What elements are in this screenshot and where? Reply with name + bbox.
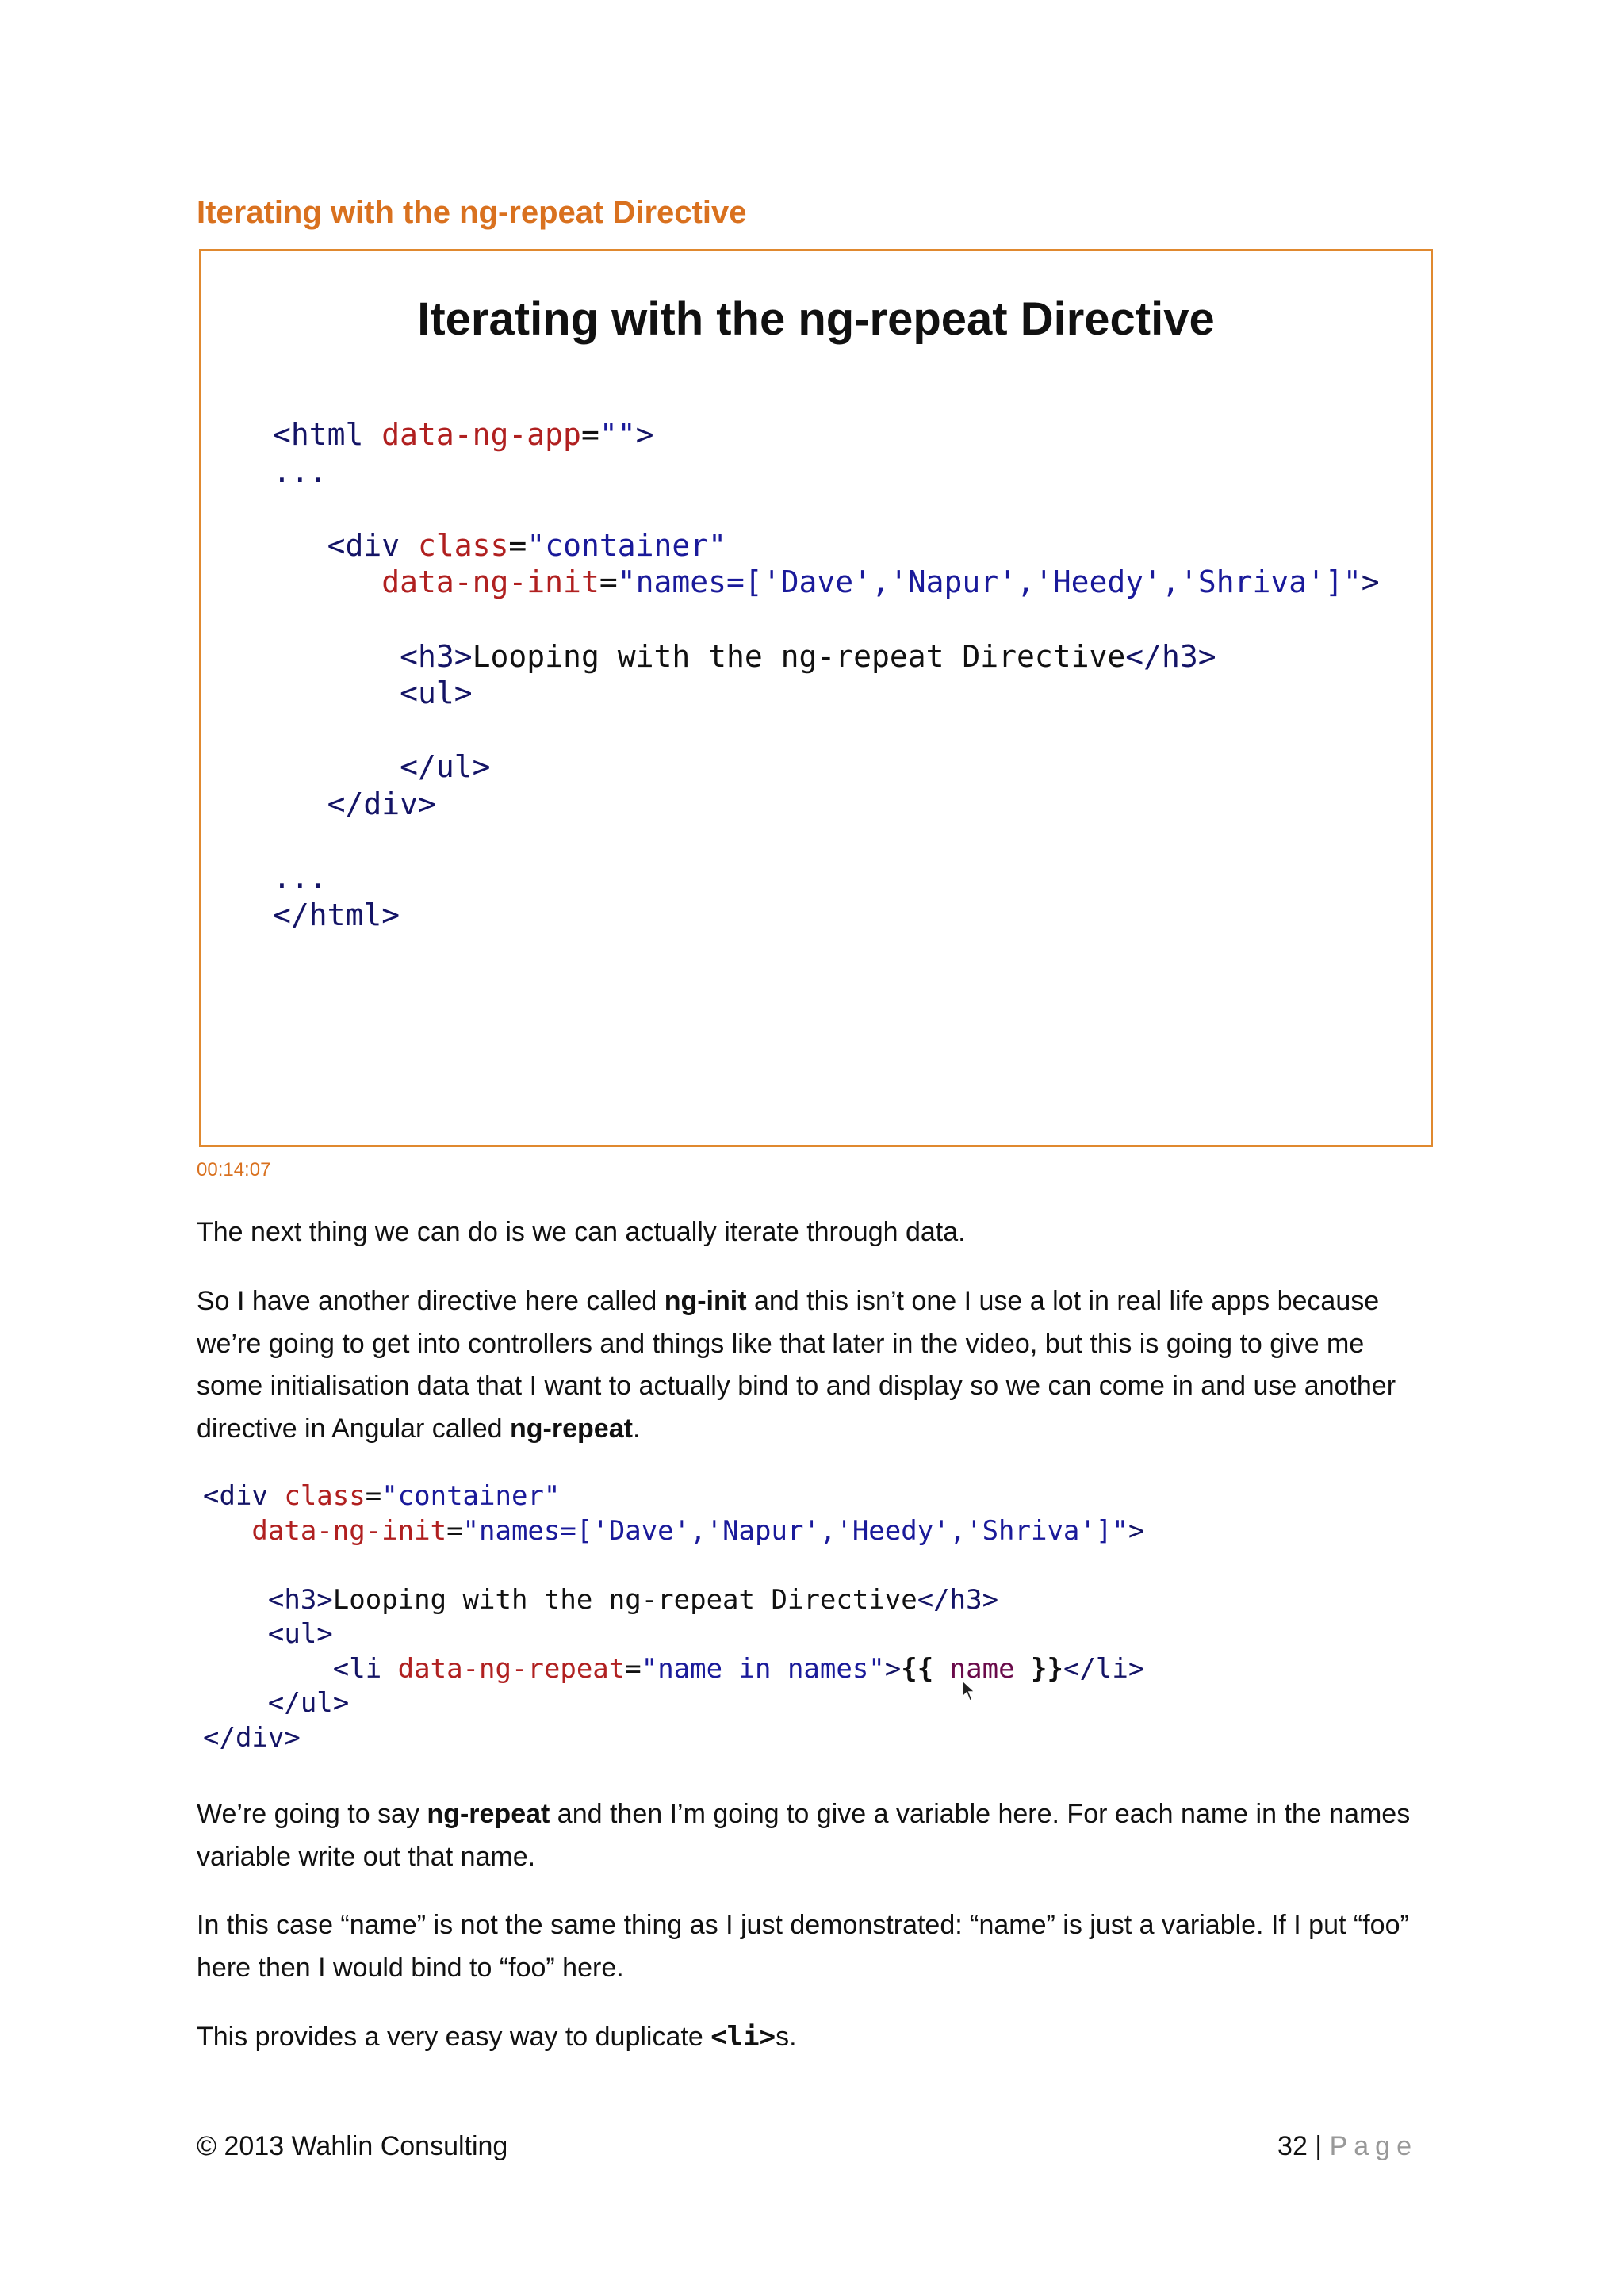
- code-token: "container": [527, 527, 726, 563]
- paragraph-text: This provides a very easy way to duplicate: [197, 2022, 711, 2052]
- code-token: =: [365, 1480, 382, 1512]
- code-token: >: [884, 1652, 902, 1685]
- code-token: >: [635, 417, 654, 452]
- code-token: Looping with the ng-repeat Directive: [472, 638, 1126, 674]
- code-token: <ul>: [267, 1618, 333, 1650]
- code-token: class: [418, 527, 509, 563]
- code-token: class: [284, 1480, 366, 1512]
- code-token: =: [599, 564, 618, 600]
- code-token: </ul>: [267, 1687, 350, 1719]
- code-token: Looping with the ng-repeat Directive: [332, 1583, 917, 1616]
- bold-term: ng-repeat: [510, 1413, 633, 1444]
- code-token: </ul>: [400, 749, 491, 785]
- code-token: <html: [273, 417, 382, 452]
- code-token: <h3>: [267, 1583, 333, 1616]
- paragraph-text: .: [632, 1413, 641, 1444]
- code-token: data-ng-app: [381, 417, 581, 452]
- bold-term: ng-repeat: [427, 1799, 550, 1829]
- paragraph-text: We’re going to say: [197, 1799, 427, 1829]
- code-token: }}: [1014, 1652, 1063, 1685]
- code-token: >: [1361, 564, 1380, 600]
- code-token: =: [625, 1652, 642, 1685]
- page-separator: |: [1307, 2131, 1330, 2161]
- code-token: <div: [327, 527, 419, 563]
- copyright: © 2013 Wahlin Consulting: [197, 2131, 508, 2161]
- code-token: <ul>: [400, 675, 473, 711]
- slide-title: Iterating with the ng-repeat Directive: [417, 293, 1215, 345]
- paragraph-text: and this isn’t one I use a lot in real life apps because we’re going to get into controllers and things like that later in the video, but this is going to give me some initialisation data that I want to actually bind to and display so we can come in and use another directive in Angular called: [197, 1286, 1396, 1444]
- code-token: </h3>: [1125, 638, 1216, 674]
- code-token: =: [446, 1514, 463, 1547]
- paragraph-text: s.: [776, 2022, 797, 2052]
- code-token: "names=['Dave','Napur','Heedy','Shriva']": [617, 564, 1362, 600]
- code-token: {{: [901, 1652, 950, 1685]
- code-token: name: [949, 1652, 1015, 1685]
- inline-code: <li>: [710, 2021, 776, 2053]
- code-token: "": [599, 417, 636, 452]
- code-token: </div>: [327, 786, 436, 821]
- code-token: <div: [203, 1480, 285, 1512]
- code-token: </h3>: [917, 1583, 999, 1616]
- code-token: ...: [273, 453, 327, 489]
- mouse-cursor-icon: [961, 1679, 977, 1703]
- slide-code: [273, 416, 1380, 933]
- video-timestamp: 00:14:07: [197, 1159, 271, 1181]
- code-token: >: [1128, 1514, 1145, 1547]
- paragraph-2: [197, 1280, 1434, 1450]
- code-token: data-ng-repeat: [397, 1652, 626, 1685]
- code-token: =: [508, 527, 527, 563]
- page-indicator: [1277, 2131, 1418, 2162]
- page-number: 32: [1277, 2131, 1308, 2161]
- code-token: "container": [381, 1480, 561, 1512]
- paragraph-3: [197, 1793, 1434, 1878]
- code-token: =: [580, 417, 599, 452]
- slide-screenshot: [199, 249, 1433, 1147]
- paragraph-1: The next thing we can do is we can actually iterate through data.: [197, 1217, 966, 1247]
- code-token: <li: [332, 1652, 398, 1685]
- code-token: </html>: [273, 897, 400, 932]
- code-token: ...: [273, 860, 327, 896]
- paragraph-text: So I have another directive here called: [197, 1286, 665, 1316]
- code-block: [203, 1479, 1144, 1755]
- paragraph-text: and then I’m going to give a variable here. For each name in the names variable write out that name.: [197, 1799, 1411, 1872]
- code-token: </li>: [1063, 1652, 1145, 1685]
- page-word: Page: [1329, 2131, 1418, 2161]
- code-token: "names=['Dave','Napur','Heedy','Shriva']": [462, 1514, 1128, 1547]
- paragraph-5: [197, 2016, 1434, 2059]
- code-token: </div>: [203, 1721, 301, 1754]
- section-heading: Iterating with the ng-repeat Directive: [197, 195, 747, 230]
- code-token: data-ng-init: [251, 1514, 447, 1547]
- code-token: <h3>: [400, 638, 473, 674]
- code-token: "name in names": [641, 1652, 885, 1685]
- paragraph-4: In this case “name” is not the same thing as I just demonstrated: “name” is just a variable. If I put “foo” here then I would bind to “foo” here.: [197, 1910, 1409, 1983]
- code-token: data-ng-init: [381, 564, 599, 600]
- page-footer: [197, 2131, 1434, 2162]
- bold-term: ng-init: [664, 1286, 747, 1316]
